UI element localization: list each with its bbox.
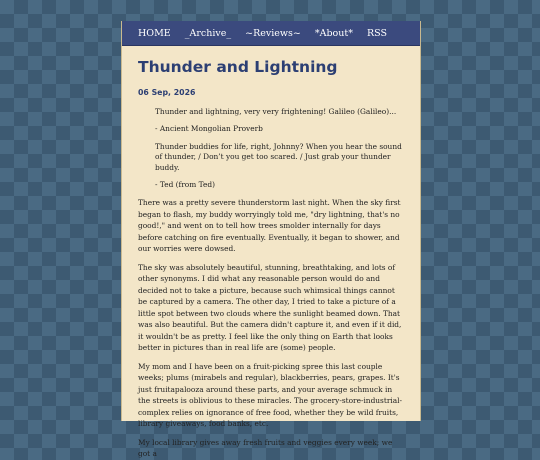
nav-reviews-link[interactable]: ~Reviews~ bbox=[245, 27, 301, 39]
post-paragraph: There was a pretty severe thunderstorm last night. When the sky first began to flash, my buddy worryingly told me, "dry lightning, that's no good!," and went on to tell how trees smolder internally for days before catching on fire eventually. Eventually, it began to shower, and our worries were dowsed. bbox=[138, 198, 401, 254]
nav-home-link[interactable]: HOME bbox=[138, 27, 171, 39]
post-paragraph: The sky was absolutely beautiful, stunning, breathtaking, and lots of other synonyms. I did what any reasonable person would do and decided not to take a picture, because such whimsical things cannot be captured by a camera. The other day, I tried to take a picture of a little spot between two clouds where the sunlight beamed down. That was also beautiful. But the camera didn't capture it, and even if it did, it wouldn't be as pretty. I feel like the only thing on Earth that looks better in pictures than in real life are (some) people. bbox=[138, 262, 402, 353]
quote-text: Thunder and lightning, very very frightening! Galileo (Galileo)... bbox=[155, 107, 397, 116]
post-date: 06 Sep, 2026 bbox=[138, 88, 196, 97]
post-content bbox=[122, 46, 420, 460]
post-paragraph: My mom and I have been on a fruit-picking spree this last couple weeks; plums (mirabels and regular), blackberries, pears, grapes. It's just fruitapalooza around these parts, and your average schmuck in the streets is oblivious to these miracles. The grocery-store-industrial-complex relies on ignorance of free food, whether they be wild fruits, library giveaways, food banks, etc. bbox=[138, 361, 402, 429]
post-title: Thunder and Lightning bbox=[138, 58, 338, 76]
top-navigation bbox=[122, 21, 420, 46]
nav-archive-link[interactable]: _Archive_ bbox=[184, 27, 232, 39]
nav-about-link[interactable]: *About* bbox=[314, 27, 353, 39]
quote-block bbox=[155, 107, 404, 190]
page-container bbox=[121, 21, 421, 459]
quote-text: Thunder buddies for life, right, Johnny? When you hear the sound of thunder, / Don’t you get too scared. / Just grab your thunder buddy. bbox=[155, 141, 402, 172]
quote-attribution: - Ancient Mongolian Proverb bbox=[155, 124, 263, 134]
post-paragraph: My local library gives away fresh fruits and veggies every week; we got a bbox=[138, 437, 393, 459]
nav-rss-link[interactable]: RSS bbox=[366, 27, 387, 39]
quote-attribution: - Ted (from Ted) bbox=[155, 180, 215, 190]
